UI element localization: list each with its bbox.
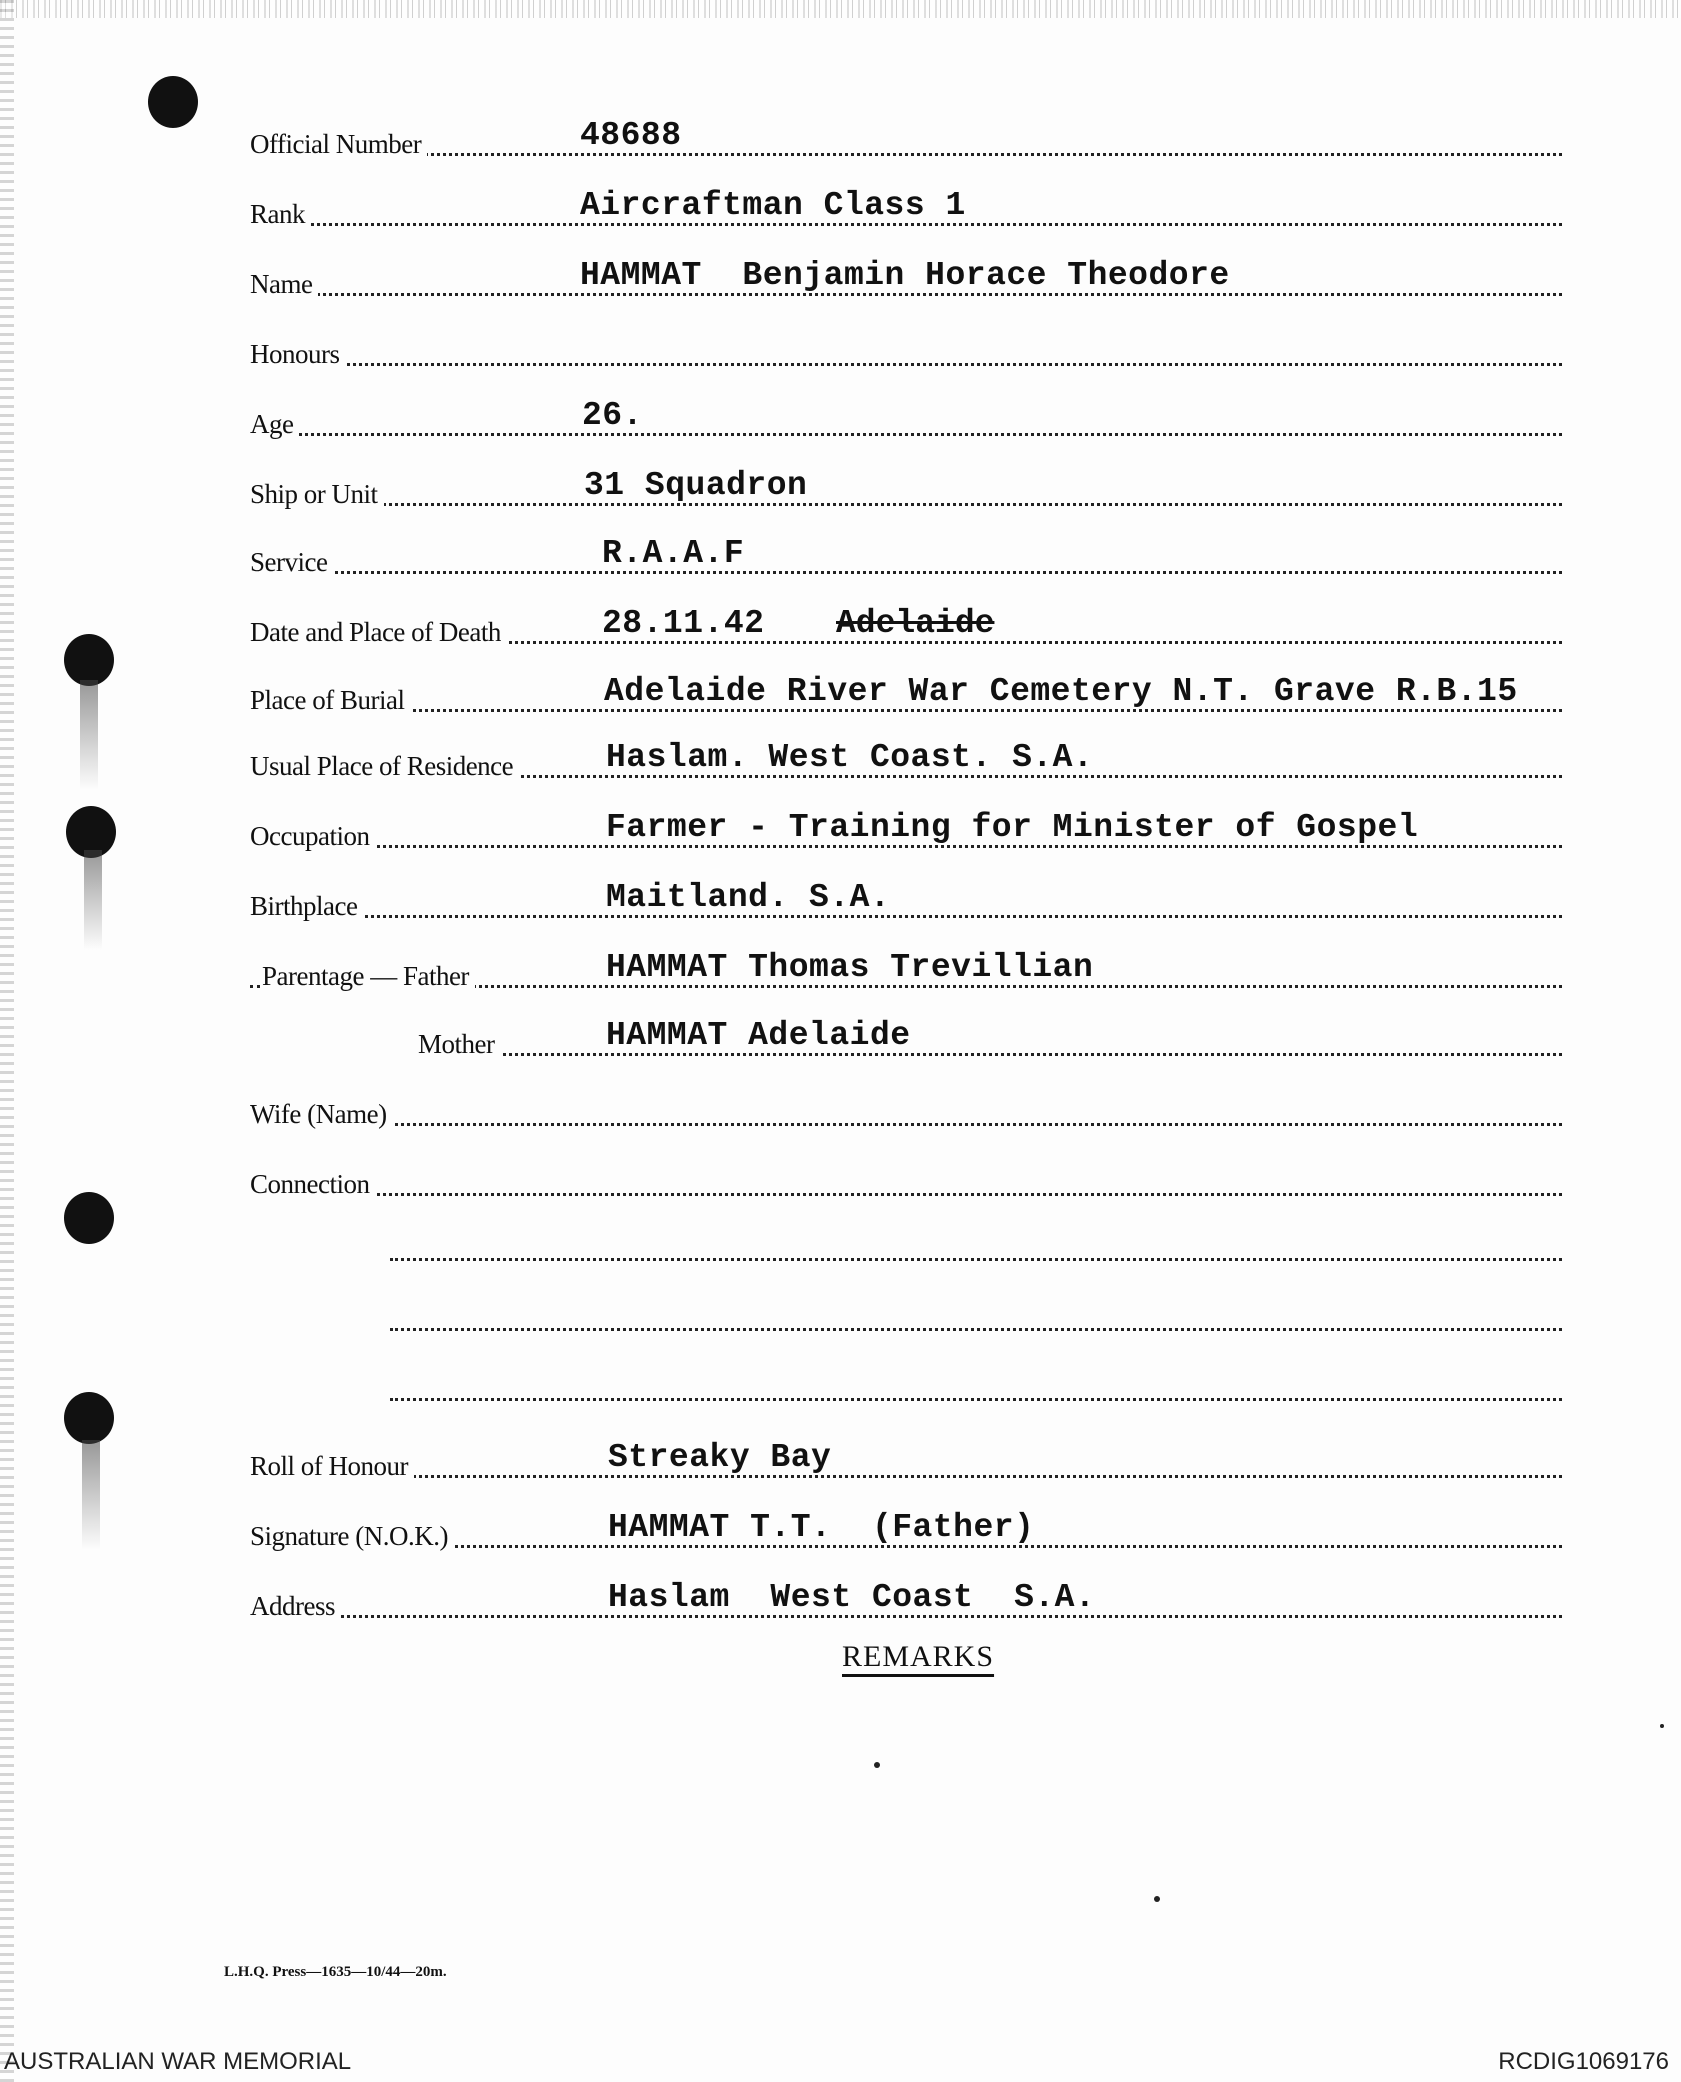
field-signature-nok bbox=[250, 1509, 1562, 1554]
field-parentage-mother bbox=[418, 1017, 1562, 1062]
dotted-line bbox=[250, 571, 1562, 574]
field-value: HAMMAT Adelaide bbox=[606, 1017, 911, 1054]
scan-speck bbox=[1154, 1896, 1160, 1902]
field-label: Mother bbox=[418, 1029, 500, 1060]
printer-imprint: L.H.Q. Press—1635—10/44—20m. bbox=[224, 1964, 447, 1980]
punch-hole-icon bbox=[64, 1192, 114, 1244]
dotted-line bbox=[250, 1475, 1562, 1478]
field-value: R.A.A.F bbox=[602, 535, 745, 572]
field-label: Signature (N.O.K.) bbox=[250, 1521, 454, 1552]
field-value: Haslam. West Coast. S.A. bbox=[606, 739, 1094, 776]
field-value: Aircraftman Class 1 bbox=[580, 187, 966, 224]
scan-smear bbox=[82, 1440, 100, 1550]
field-place-of-burial bbox=[250, 673, 1562, 718]
field-name bbox=[250, 257, 1562, 302]
field-value: 28.11.42 bbox=[602, 605, 765, 642]
field-parentage-father bbox=[250, 949, 1562, 994]
field-value: Farmer - Training for Minister of Gospel bbox=[606, 809, 1419, 846]
field-age bbox=[250, 397, 1562, 442]
field-connection bbox=[250, 1162, 1562, 1202]
field-value: HAMMAT T.T. (Father) bbox=[608, 1509, 1035, 1546]
field-label: Date and Place of Death bbox=[250, 617, 507, 648]
connection-extra-line bbox=[390, 1258, 1562, 1261]
field-label: Parentage — Father bbox=[262, 961, 475, 992]
struck-out-value: Adelaide bbox=[836, 605, 995, 642]
field-value: 31 Squadron bbox=[584, 467, 808, 504]
dotted-line bbox=[418, 1053, 1562, 1056]
punch-hole-icon bbox=[64, 1392, 114, 1444]
scan-left-edge bbox=[0, 0, 14, 2082]
dotted-line bbox=[250, 433, 1562, 436]
scan-speck bbox=[1660, 1724, 1664, 1728]
field-ship-or-unit bbox=[250, 467, 1562, 512]
field-label: Ship or Unit bbox=[250, 479, 384, 510]
field-label: Roll of Honour bbox=[250, 1451, 414, 1482]
field-label: Usual Place of Residence bbox=[250, 751, 519, 782]
field-label: Birthplace bbox=[250, 891, 363, 922]
field-label: Service bbox=[250, 547, 333, 578]
dotted-line bbox=[250, 915, 1562, 918]
scan-smear bbox=[84, 850, 102, 950]
field-official-number bbox=[250, 117, 1562, 162]
scan-speck bbox=[874, 1762, 880, 1768]
footer-archive-name: AUSTRALIAN WAR MEMORIAL bbox=[4, 2048, 352, 2075]
connection-extra-line bbox=[390, 1328, 1562, 1331]
field-value: HAMMAT Thomas Trevillian bbox=[606, 949, 1094, 986]
field-rank bbox=[250, 187, 1562, 232]
field-address bbox=[250, 1579, 1562, 1624]
field-label: Honours bbox=[250, 339, 346, 370]
remarks-heading: REMARKS bbox=[842, 1640, 995, 1673]
field-usual-residence bbox=[250, 739, 1562, 784]
field-label: Rank bbox=[250, 199, 311, 230]
field-value: Maitland. S.A. bbox=[606, 879, 891, 916]
field-value: 26. bbox=[582, 397, 643, 434]
field-value: Streaky Bay bbox=[608, 1439, 832, 1476]
field-value: HAMMAT Benjamin Horace Theodore bbox=[580, 257, 1230, 294]
field-label: Occupation bbox=[250, 821, 375, 852]
field-label: Place of Burial bbox=[250, 685, 410, 716]
field-wife-name bbox=[250, 1092, 1562, 1132]
connection-extra-line bbox=[390, 1398, 1562, 1401]
footer-record-id: RCDIG1069176 bbox=[1498, 2048, 1669, 2075]
punch-hole-icon bbox=[148, 76, 198, 128]
dotted-line bbox=[250, 1123, 1562, 1126]
field-honours bbox=[250, 332, 1562, 372]
field-date-place-of-death bbox=[250, 605, 1562, 650]
field-label: Connection bbox=[250, 1169, 375, 1200]
scan-edge-noise bbox=[0, 0, 1681, 18]
punch-hole-icon bbox=[64, 634, 114, 686]
field-roll-of-honour bbox=[250, 1439, 1562, 1484]
dotted-line bbox=[250, 1193, 1562, 1196]
dotted-line bbox=[250, 153, 1562, 156]
field-label: Name bbox=[250, 269, 318, 300]
field-label: Official Number bbox=[250, 129, 427, 160]
field-value: Haslam West Coast S.A. bbox=[608, 1579, 1096, 1616]
field-value: Adelaide River War Cemetery N.T. Grave R.B.15 bbox=[604, 673, 1518, 710]
field-service bbox=[250, 535, 1562, 580]
field-birthplace bbox=[250, 879, 1562, 924]
dotted-line bbox=[250, 503, 1562, 506]
field-label: Address bbox=[250, 1591, 341, 1622]
field-value: 48688 bbox=[580, 117, 682, 154]
field-label: Wife (Name) bbox=[250, 1099, 393, 1130]
field-label: Age bbox=[250, 409, 299, 440]
field-occupation bbox=[250, 809, 1562, 854]
dotted-line bbox=[250, 363, 1562, 366]
scan-smear bbox=[80, 680, 98, 790]
